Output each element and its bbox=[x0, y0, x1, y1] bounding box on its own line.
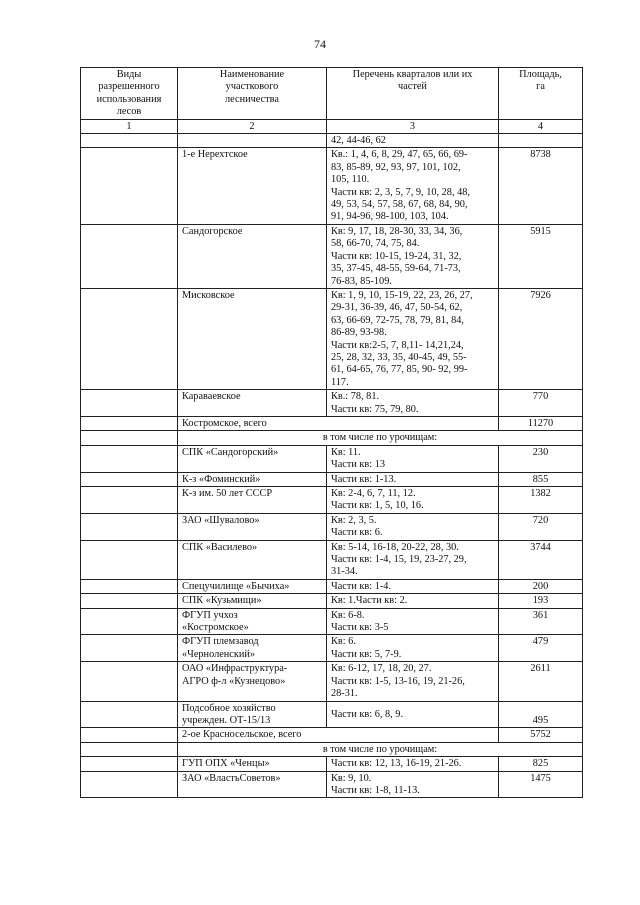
text-line: Кв: 2, 3, 5. bbox=[331, 514, 377, 526]
table-row bbox=[81, 431, 583, 445]
text-line: га bbox=[536, 81, 545, 93]
text-line: Мисковское bbox=[182, 289, 235, 301]
text-line: Кв: 2-4, 6, 7, 11, 12. bbox=[331, 488, 416, 499]
area-cell: 361 bbox=[499, 608, 583, 635]
column-number-row bbox=[81, 119, 583, 133]
text-line: 83, 85-89, 92, 93, 97, 101, 102, bbox=[331, 161, 461, 173]
text-line: 25, 28, 32, 33, 35, 40-45, 49, 55- bbox=[331, 351, 467, 363]
subheader-cell: в том числе по урочищам: bbox=[178, 431, 583, 445]
forestry-name-cell bbox=[178, 608, 327, 635]
table-row bbox=[81, 757, 583, 771]
area-cell: 855 bbox=[499, 472, 583, 486]
usage-type-cell bbox=[81, 594, 178, 608]
usage-type-cell bbox=[81, 431, 178, 445]
usage-type-cell bbox=[81, 608, 178, 635]
text-line: Кв.: 78, 81. bbox=[331, 391, 380, 403]
table-row bbox=[81, 771, 583, 798]
subheader-cell: в том числе по урочищам: bbox=[178, 742, 583, 756]
text-line: СПК «Василево» bbox=[182, 541, 258, 553]
total-label-cell: Костромское, всего bbox=[178, 416, 499, 430]
text-line: Кв: 6. bbox=[331, 636, 356, 648]
text-line: участкового bbox=[225, 81, 279, 93]
forestry-name-cell bbox=[178, 701, 327, 728]
text-line: СПК «Сандогорский» bbox=[182, 446, 279, 458]
text-line: Части кв: 1-5, 13-16, 19, 21-26, bbox=[331, 675, 465, 687]
usage-type-cell bbox=[81, 579, 178, 593]
text-line: Кв: 6-12, 17, 18, 20, 27. bbox=[331, 663, 432, 675]
text-line: Части кв: 2, 3, 5, 7, 9, 10, 28, 48, bbox=[331, 186, 470, 198]
table-row bbox=[81, 288, 583, 389]
text-line: Виды bbox=[116, 69, 142, 80]
table-row bbox=[81, 148, 583, 224]
quarters-cell bbox=[327, 757, 499, 771]
quarters-cell bbox=[327, 579, 499, 593]
forestry-name-cell bbox=[178, 579, 327, 593]
text-line: частей bbox=[398, 81, 427, 93]
column-number: 3 bbox=[327, 119, 499, 133]
forestry-name-cell bbox=[178, 487, 327, 514]
text-line: «Костромское» bbox=[182, 622, 249, 634]
quarters-cell bbox=[327, 701, 499, 728]
table-row bbox=[81, 487, 583, 514]
quarters-cell bbox=[327, 487, 499, 514]
area-cell: 770 bbox=[499, 390, 583, 417]
text-line: учрежден. ОТ-15/13 bbox=[182, 714, 271, 726]
table-row bbox=[81, 224, 583, 288]
area-cell: 2611 bbox=[499, 662, 583, 701]
forestry-name-cell bbox=[178, 148, 327, 224]
area-cell: 7926 bbox=[499, 288, 583, 389]
text-line: ГУП ОПХ «Ченцы» bbox=[182, 758, 270, 770]
text-line: ОАО «Инфраструктура- bbox=[182, 663, 288, 675]
usage-type-cell bbox=[81, 487, 178, 514]
header-row bbox=[81, 68, 583, 120]
usage-type-cell bbox=[81, 635, 178, 662]
text-line: 91, 94-96, 98-100, 103, 104. bbox=[331, 211, 449, 223]
text-line: ФГУП учхоз bbox=[182, 609, 238, 621]
usage-type-cell bbox=[81, 390, 178, 417]
area-cell: 495 bbox=[499, 701, 583, 728]
area-cell: 11270 bbox=[499, 416, 583, 430]
forestry-name-cell bbox=[178, 472, 327, 486]
text-line: СПК «Кузьмищи» bbox=[182, 595, 262, 607]
column-number: 2 bbox=[178, 119, 327, 133]
text-line: Перечень кварталов или их bbox=[352, 69, 473, 80]
forestry-name-cell bbox=[178, 757, 327, 771]
usage-type-cell bbox=[81, 288, 178, 389]
text-line: Части кв: 5, 7-9. bbox=[331, 648, 402, 660]
text-line: Части кв: 6. bbox=[331, 527, 383, 539]
text-line: 42, 44-46, 62 bbox=[331, 135, 386, 147]
text-line: лесничества bbox=[225, 93, 279, 105]
usage-type-cell bbox=[81, 701, 178, 728]
quarters-cell bbox=[327, 594, 499, 608]
forestry-name-cell bbox=[178, 540, 327, 579]
area-cell: 479 bbox=[499, 635, 583, 662]
area-cell: 3744 bbox=[499, 540, 583, 579]
area-cell: 8738 bbox=[499, 148, 583, 224]
quarters-cell bbox=[327, 608, 499, 635]
header-quarters-list bbox=[327, 68, 499, 120]
forestry-name-cell bbox=[178, 594, 327, 608]
usage-type-cell bbox=[81, 416, 178, 430]
text-line: разрешенного bbox=[98, 81, 160, 93]
table-row bbox=[81, 594, 583, 608]
forest-table bbox=[80, 67, 583, 798]
text-line: Части кв: 12, 13, 16-19, 21-26. bbox=[331, 758, 462, 770]
text-line: Подсобное хозяйство bbox=[182, 702, 276, 714]
text-line: ФГУП племзавод bbox=[182, 636, 259, 648]
table-row bbox=[81, 445, 583, 472]
usage-type-cell bbox=[81, 757, 178, 771]
area-cell bbox=[499, 134, 583, 148]
text-line: 76-83, 85-109. bbox=[331, 275, 392, 287]
text-line: Части кв: 6, 8, 9. bbox=[331, 708, 404, 720]
text-line: Площадь, bbox=[519, 69, 562, 80]
forestry-name-cell bbox=[178, 288, 327, 389]
area-cell: 5752 bbox=[499, 728, 583, 742]
text-line: 58, 66-70, 74, 75, 84. bbox=[331, 238, 420, 250]
usage-type-cell bbox=[81, 513, 178, 540]
table-row bbox=[81, 472, 583, 486]
table-row bbox=[81, 579, 583, 593]
usage-type-cell bbox=[81, 224, 178, 288]
forestry-name-cell bbox=[178, 662, 327, 701]
table-row bbox=[81, 134, 583, 148]
table-row bbox=[81, 608, 583, 635]
text-line: Кв: 6-8. bbox=[331, 609, 365, 621]
area-cell: 193 bbox=[499, 594, 583, 608]
text-line: Кв: 9, 10. bbox=[331, 772, 372, 784]
text-line: Части кв: 1-8, 11-13. bbox=[331, 784, 420, 796]
text-line: Кв: 9, 17, 18, 28-30, 33, 34, 36, bbox=[331, 225, 463, 237]
text-line: 35, 37-45, 48-55, 59-64, 71-73, bbox=[331, 263, 461, 275]
usage-type-cell bbox=[81, 662, 178, 701]
table-row bbox=[81, 513, 583, 540]
text-line: Части кв: 1-4. bbox=[331, 580, 392, 592]
text-line: Сандогорское bbox=[182, 225, 243, 237]
text-line: Части кв: 75, 79, 80. bbox=[331, 403, 419, 415]
column-number: 4 bbox=[499, 119, 583, 133]
quarters-cell bbox=[327, 390, 499, 417]
text-line: К-з им. 50 лет СССР bbox=[182, 488, 273, 499]
text-line: 117. bbox=[331, 376, 349, 388]
usage-type-cell bbox=[81, 540, 178, 579]
quarters-cell bbox=[327, 771, 499, 798]
table-row bbox=[81, 540, 583, 579]
table-row bbox=[81, 390, 583, 417]
text-line: Спецучилище «Бычиха» bbox=[182, 580, 290, 592]
text-line: Части кв: 1-4, 15, 19, 23-27, 29, bbox=[331, 554, 467, 566]
text-line: 86-89, 93-98. bbox=[331, 327, 387, 339]
usage-type-cell bbox=[81, 742, 178, 756]
quarters-cell bbox=[327, 472, 499, 486]
usage-type-cell bbox=[81, 472, 178, 486]
text-line: Кв: 1.Части кв: 2. bbox=[331, 595, 408, 607]
text-line: 29-31, 36-39, 46, 47, 50-54, 62, bbox=[331, 302, 463, 314]
usage-type-cell bbox=[81, 134, 178, 148]
quarters-cell bbox=[327, 662, 499, 701]
text-line: ЗАО «ВластьСоветов» bbox=[182, 772, 281, 784]
area-cell: 1382 bbox=[499, 487, 583, 514]
area-cell: 200 bbox=[499, 579, 583, 593]
header-forestry-name bbox=[178, 68, 327, 120]
table-row bbox=[81, 728, 583, 742]
text-line: Части кв: 10-15, 19-24, 31, 32, bbox=[331, 250, 462, 262]
forestry-name-cell bbox=[178, 445, 327, 472]
text-line: Кв: 5-14, 16-18, 20-22, 28, 30. bbox=[331, 541, 459, 553]
usage-type-cell bbox=[81, 728, 178, 742]
forestry-name-cell bbox=[178, 635, 327, 662]
text-line: 31-34. bbox=[331, 566, 358, 578]
text-line: «Черноленский» bbox=[182, 648, 256, 660]
text-line: лесов bbox=[116, 106, 142, 118]
text-line: Кв: 11. bbox=[331, 446, 361, 458]
text-line: Части кв:2-5, 7, 8,11- 14,21,24, bbox=[331, 339, 464, 351]
forestry-name-cell bbox=[178, 513, 327, 540]
forestry-name-cell bbox=[178, 224, 327, 288]
table-body bbox=[81, 134, 583, 798]
area-cell: 5915 bbox=[499, 224, 583, 288]
quarters-cell bbox=[327, 288, 499, 389]
area-cell: 825 bbox=[499, 757, 583, 771]
text-line: Караваевское bbox=[182, 391, 241, 403]
quarters-cell bbox=[327, 540, 499, 579]
quarters-cell bbox=[327, 635, 499, 662]
text-line: Части кв: 1, 5, 10, 16. bbox=[331, 500, 424, 512]
text-line: АГРО ф-л «Кузнецово» bbox=[182, 675, 286, 687]
total-label-cell: 2-ое Красносельское, всего bbox=[178, 728, 499, 742]
text-line: 105, 110. bbox=[331, 174, 370, 186]
text-line: ЗАО «Шувалово» bbox=[182, 514, 260, 526]
text-line: 63, 66-69, 72-75, 78, 79, 81, 84, bbox=[331, 314, 464, 326]
table-row bbox=[81, 662, 583, 701]
text-line: Наименование bbox=[219, 69, 285, 80]
forestry-name-cell bbox=[178, 390, 327, 417]
text-line: 28-31. bbox=[331, 688, 358, 700]
text-line: 1-е Нерехтское bbox=[182, 149, 248, 161]
column-number: 1 bbox=[81, 119, 178, 133]
table-row bbox=[81, 742, 583, 756]
quarters-cell bbox=[327, 148, 499, 224]
header-area bbox=[499, 68, 583, 120]
quarters-cell bbox=[327, 224, 499, 288]
table-row bbox=[81, 416, 583, 430]
header-usage-type bbox=[81, 68, 178, 120]
table-row bbox=[81, 635, 583, 662]
quarters-cell bbox=[327, 445, 499, 472]
usage-type-cell bbox=[81, 771, 178, 798]
text-line: К-з «Фоминский» bbox=[182, 473, 261, 485]
usage-type-cell bbox=[81, 148, 178, 224]
quarters-cell bbox=[327, 513, 499, 540]
text-line: Кв: 1, 9, 10, 15-19, 22, 23, 26, 27, bbox=[331, 289, 473, 301]
area-cell: 1475 bbox=[499, 771, 583, 798]
text-line: Части кв: 13 bbox=[331, 459, 386, 471]
quarters-cell bbox=[327, 134, 499, 148]
text-line: 49, 53, 54, 57, 58, 67, 68, 84, 90, bbox=[331, 199, 468, 211]
table-row bbox=[81, 701, 583, 728]
text-line: 61, 64-65, 76, 77, 85, 90- 92, 99- bbox=[331, 364, 468, 376]
text-line: Кв.: 1, 4, 6, 8, 29, 47, 65, 66, 69- bbox=[331, 149, 468, 161]
forestry-name-cell bbox=[178, 134, 327, 148]
text-line: Части кв: 3-5 bbox=[331, 622, 389, 634]
usage-type-cell bbox=[81, 445, 178, 472]
page-number: 74 bbox=[314, 37, 326, 51]
area-cell: 230 bbox=[499, 445, 583, 472]
area-cell: 720 bbox=[499, 513, 583, 540]
text-line: Части кв: 1-13. bbox=[331, 473, 397, 485]
forestry-name-cell bbox=[178, 771, 327, 798]
text-line: использования bbox=[96, 93, 162, 105]
